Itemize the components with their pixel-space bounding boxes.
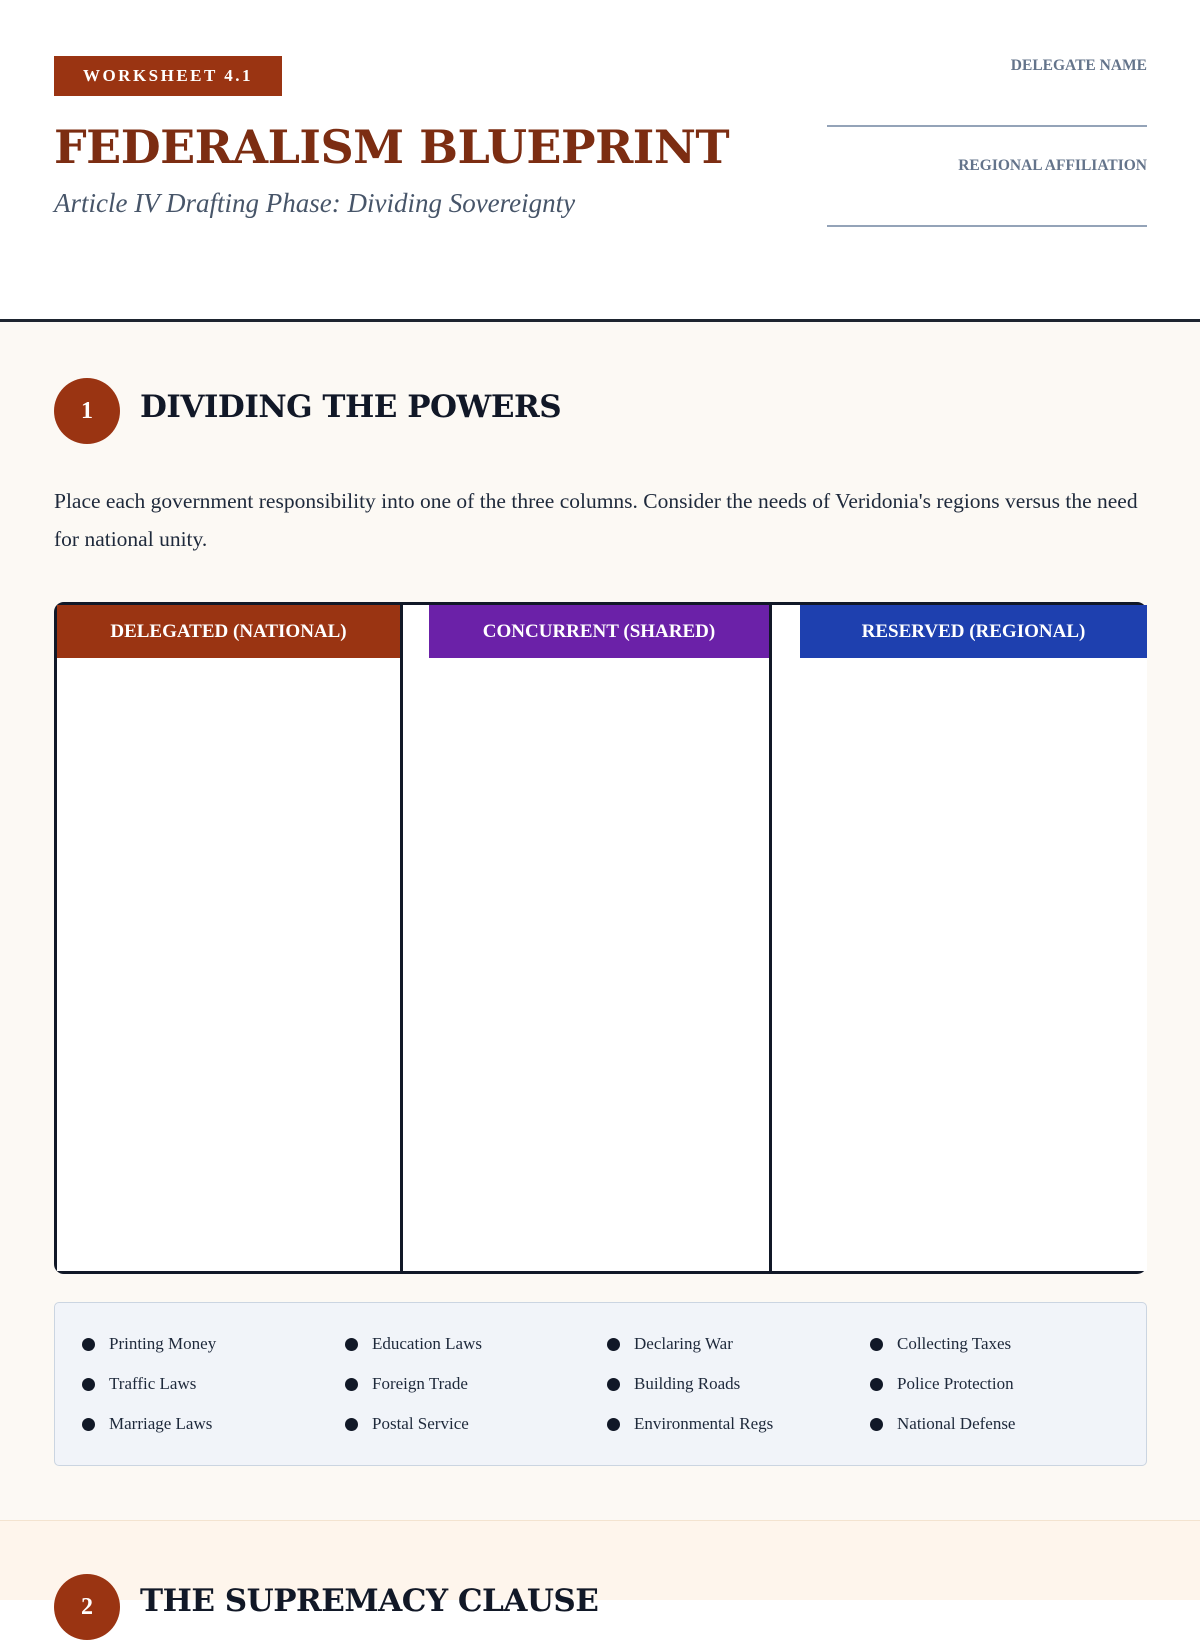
column-header-concurrent: CONCURRENT (SHARED) bbox=[429, 605, 769, 658]
bullet-icon bbox=[607, 1378, 620, 1391]
sorting-board bbox=[54, 602, 1147, 1274]
bullet-icon bbox=[82, 1418, 95, 1431]
delegate-name-label: DELEGATE NAME bbox=[1010, 57, 1147, 74]
bullet-icon bbox=[870, 1338, 883, 1351]
bullet-icon bbox=[607, 1338, 620, 1351]
bullet-icon bbox=[82, 1378, 95, 1391]
power-item[interactable]: Collecting Taxes bbox=[870, 1330, 1011, 1358]
regional-affiliation-field[interactable] bbox=[827, 225, 1147, 227]
bullet-icon bbox=[607, 1418, 620, 1431]
power-item[interactable]: Postal Service bbox=[345, 1410, 469, 1438]
bullet-icon bbox=[82, 1338, 95, 1351]
page-subtitle: Article IV Drafting Phase: Dividing Sovereignty bbox=[54, 188, 576, 218]
power-item[interactable]: Traffic Laws bbox=[82, 1370, 196, 1398]
bullet-icon bbox=[345, 1338, 358, 1351]
column-header-reserved: RESERVED (REGIONAL) bbox=[800, 605, 1147, 658]
section-title: DIVIDING THE POWERS bbox=[140, 389, 562, 425]
power-item[interactable]: Printing Money bbox=[82, 1330, 216, 1358]
power-item[interactable]: Environmental Regs bbox=[607, 1410, 773, 1438]
power-item[interactable]: Foreign Trade bbox=[345, 1370, 468, 1398]
power-item[interactable]: Building Roads bbox=[607, 1370, 740, 1398]
page-title: FEDERALISM BLUEPRINT bbox=[54, 120, 730, 174]
section-title: THE SUPREMACY CLAUSE bbox=[140, 1583, 599, 1619]
column-delegated[interactable] bbox=[57, 605, 400, 1271]
section-instructions: Place each government responsibility into one of the three columns. Consider the needs of Veridonia's regions versus the need for national unity. bbox=[54, 489, 1138, 551]
bullet-icon bbox=[870, 1378, 883, 1391]
power-item[interactable]: Marriage Laws bbox=[82, 1410, 212, 1438]
column-header-delegated: DELEGATED (NATIONAL) bbox=[57, 605, 400, 658]
powers-word-bank bbox=[54, 1302, 1147, 1466]
section-number-badge: 1 bbox=[54, 378, 120, 444]
delegate-name-field[interactable] bbox=[827, 125, 1147, 127]
column-reserved[interactable] bbox=[772, 605, 1147, 1271]
column-concurrent[interactable] bbox=[403, 605, 769, 1271]
regional-affiliation-label: REGIONAL AFFILIATION bbox=[958, 157, 1147, 174]
section-dividing-powers bbox=[0, 322, 1200, 1520]
bullet-icon bbox=[870, 1418, 883, 1431]
section-supremacy-clause bbox=[0, 1520, 1200, 1620]
bullet-icon bbox=[345, 1378, 358, 1391]
worksheet-header bbox=[0, 0, 1200, 322]
bullet-icon bbox=[345, 1418, 358, 1431]
power-item[interactable]: Education Laws bbox=[345, 1330, 482, 1358]
worksheet-tag: WORKSHEET 4.1 bbox=[54, 56, 282, 96]
section-number-badge: 2 bbox=[54, 1574, 120, 1640]
power-item[interactable]: Police Protection bbox=[870, 1370, 1014, 1398]
power-item[interactable]: National Defense bbox=[870, 1410, 1015, 1438]
power-item[interactable]: Declaring War bbox=[607, 1330, 733, 1358]
